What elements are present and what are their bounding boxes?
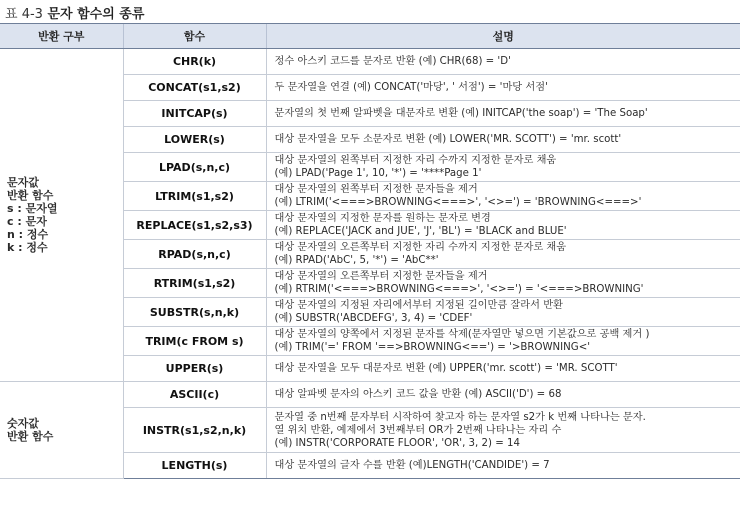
- function-description: 대상 문자열의 오른쪽부터 지정한 자리 수까지 지정한 문자로 채움 (예) RPAD('AbC', 5, '*') = 'AbC**': [266, 240, 740, 269]
- function-name: REPLACE(s1,s2,s3): [123, 211, 266, 240]
- category-line: s : 문자열: [7, 202, 58, 215]
- category-line: 문자값: [7, 176, 39, 189]
- function-name: INITCAP(s): [123, 101, 266, 127]
- function-description: 대상 문자열을 모두 대문자로 변환 (예) UPPER('mr. scott') = 'MR. SCOTT': [266, 356, 740, 382]
- function-name: RPAD(s,n,c): [123, 240, 266, 269]
- function-name: CHR(k): [123, 49, 266, 75]
- function-description: 정수 아스키 코드를 문자로 반환 (예) CHR(68) = 'D': [266, 49, 740, 75]
- function-description: 대상 문자열의 지정된 자리에서부터 지정된 길이만큼 잘라서 반환 (예) SUBSTR('ABCDEFG', 3, 4) = 'CDEF': [266, 298, 740, 327]
- function-name: SUBSTR(s,n,k): [123, 298, 266, 327]
- function-name: TRIM(c FROM s): [123, 327, 266, 356]
- category-line: 숫자값: [7, 417, 39, 430]
- caption-label: 표 4-3: [5, 7, 43, 22]
- function-name: LTRIM(s1,s2): [123, 182, 266, 211]
- function-description: 대상 문자열을 모두 소문자로 변환 (예) LOWER('MR. SCOTT') = 'mr. scott': [266, 127, 740, 153]
- function-description: 대상 문자열의 왼쪽부터 지정한 자리 수까지 지정한 문자로 채움 (예) LPAD('Page 1', 10, '*') = '****Page 1': [266, 153, 740, 182]
- function-description: 문자열 중 n번째 문자부터 시작하여 찾고자 하는 문자열 s2가 k 번째 나타나는 문자. 열 위치 반환, 예제에서 3번째부터 OR가 2번째 나타나는 자리 수 (예) INSTR('CORPORATE FLOOR', 'OR', 3, 2) = 14: [266, 408, 740, 453]
- function-name: CONCAT(s1,s2): [123, 75, 266, 101]
- function-description: 대상 문자열의 글자 수를 반환 (예)LENGTH('CANDIDE') = 7: [266, 453, 740, 479]
- header-row: [0, 24, 740, 49]
- category-line: 반환 함수: [7, 189, 54, 202]
- function-description: 대상 문자열의 왼쪽부터 지정한 문자들을 제거 (예) LTRIM('<===>BROWNING<===>', '<>=') = 'BROWNING<===>': [266, 182, 740, 211]
- category-line: n : 정수: [7, 228, 49, 241]
- function-name: LENGTH(s): [123, 453, 266, 479]
- string-functions-table: [0, 23, 740, 479]
- category-line: c : 문자: [7, 215, 47, 228]
- category-cell-string: [0, 49, 123, 382]
- function-description: 문자열의 첫 번째 알파벳을 대문자로 변환 (예) INITCAP('the soap') = 'The Soap': [266, 101, 740, 127]
- function-name: LOWER(s): [123, 127, 266, 153]
- caption-title: 문자 함수의 종류: [47, 7, 145, 22]
- function-description: 두 문자열을 연결 (예) CONCAT('마당', ' 서점') = '마당 서점': [266, 75, 740, 101]
- function-name: LPAD(s,n,c): [123, 153, 266, 182]
- table-row: [0, 49, 740, 75]
- header-function: 함수: [123, 24, 266, 49]
- table-caption: [5, 3, 144, 22]
- function-name: UPPER(s): [123, 356, 266, 382]
- category-cell-number: [0, 382, 123, 479]
- function-name: ASCII(c): [123, 382, 266, 408]
- table-row: [0, 382, 740, 408]
- header-category: 반환 구부: [0, 24, 123, 49]
- function-description: 대상 알파벳 문자의 아스키 코드 값을 반환 (예) ASCII('D') = 68: [266, 382, 740, 408]
- function-description: 대상 문자열의 지정한 문자를 원하는 문자로 변경 (예) REPLACE('JACK and JUE', 'J', 'BL') = 'BLACK and BLUE': [266, 211, 740, 240]
- function-name: RTRIM(s1,s2): [123, 269, 266, 298]
- category-line: 반환 함수: [7, 430, 54, 443]
- function-name: INSTR(s1,s2,n,k): [123, 408, 266, 453]
- category-line: k : 정수: [7, 241, 48, 254]
- function-description: 대상 문자열의 양쪽에서 지정된 문자를 삭제(문자열만 넣으면 기본값으로 공백 제거 ) (예) TRIM('=' FROM '==>BROWNING<==') = '>BROWNING<': [266, 327, 740, 356]
- header-description: 설명: [266, 24, 740, 49]
- function-description: 대상 문자열의 오른쪽부터 지정한 문자들을 제거 (예) RTRIM('<===>BROWNING<===>', '<>=') = '<===>BROWNING': [266, 269, 740, 298]
